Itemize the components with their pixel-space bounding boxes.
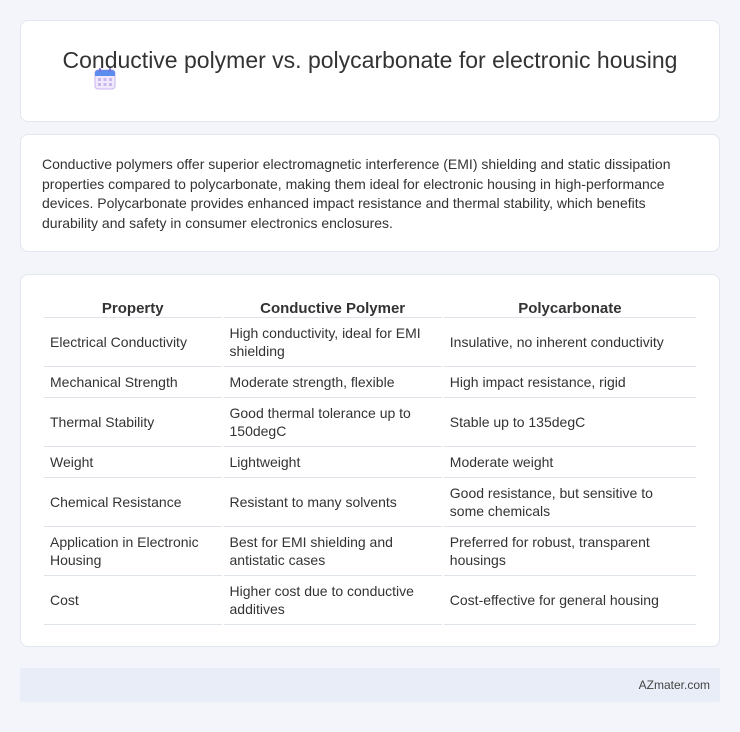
table-row bbox=[44, 367, 696, 398]
table-row bbox=[44, 318, 696, 367]
table-row bbox=[44, 478, 696, 527]
header-conductive-polymer: Conductive Polymer bbox=[224, 295, 442, 318]
cell-polycarbonate: Insulative, no inherent conductivity bbox=[444, 318, 696, 367]
header-property: Property bbox=[44, 295, 222, 318]
cell-property: Chemical Resistance bbox=[44, 478, 222, 527]
footer-bar bbox=[20, 668, 720, 702]
table-row bbox=[44, 576, 696, 625]
cell-polycarbonate: Moderate weight bbox=[444, 447, 696, 478]
header-polycarbonate: Polycarbonate bbox=[444, 295, 696, 318]
cell-polycarbonate: High impact resistance, rigid bbox=[444, 367, 696, 398]
comparison-table-card bbox=[20, 274, 720, 647]
comparison-table bbox=[42, 295, 698, 625]
footer-brand-link[interactable]: AZmater.com bbox=[638, 678, 710, 692]
cell-conductive-polymer: Moderate strength, flexible bbox=[224, 367, 442, 398]
table-row bbox=[44, 527, 696, 576]
cell-property: Thermal Stability bbox=[44, 398, 222, 447]
table-row bbox=[44, 398, 696, 447]
cell-conductive-polymer: Resistant to many solvents bbox=[224, 478, 442, 527]
cell-polycarbonate: Preferred for robust, transparent housings bbox=[444, 527, 696, 576]
cell-property: Application in Electronic Housing bbox=[44, 527, 222, 576]
cell-property: Weight bbox=[44, 447, 222, 478]
table-header-row bbox=[44, 295, 696, 318]
cell-property: Mechanical Strength bbox=[44, 367, 222, 398]
cell-polycarbonate: Stable up to 135degC bbox=[444, 398, 696, 447]
page-title: Conductive polymer vs. polycarbonate for electronic housing bbox=[62, 47, 678, 73]
cell-property: Cost bbox=[44, 576, 222, 625]
cell-conductive-polymer: Higher cost due to conductive additives bbox=[224, 576, 442, 625]
title-card bbox=[20, 20, 720, 122]
summary-text: Conductive polymers offer superior electromagnetic interference (EMI) shielding and static dissipation properties compared to polycarbonate, making them ideal for electronic housing in high-performance devices. Polycarbonate provides enhanced impact resistance and thermal stability, which benefits durability and safety in consumer electronics enclosures. bbox=[42, 156, 671, 231]
cell-conductive-polymer: Lightweight bbox=[224, 447, 442, 478]
cell-conductive-polymer: Good thermal tolerance up to 150degC bbox=[224, 398, 442, 447]
cell-conductive-polymer: High conductivity, ideal for EMI shielding bbox=[224, 318, 442, 367]
cell-property: Electrical Conductivity bbox=[44, 318, 222, 367]
cell-polycarbonate: Good resistance, but sensitive to some chemicals bbox=[444, 478, 696, 527]
cell-conductive-polymer: Best for EMI shielding and antistatic cases bbox=[224, 527, 442, 576]
table-row bbox=[44, 447, 696, 478]
summary-card bbox=[20, 134, 720, 252]
cell-polycarbonate: Cost-effective for general housing bbox=[444, 576, 696, 625]
